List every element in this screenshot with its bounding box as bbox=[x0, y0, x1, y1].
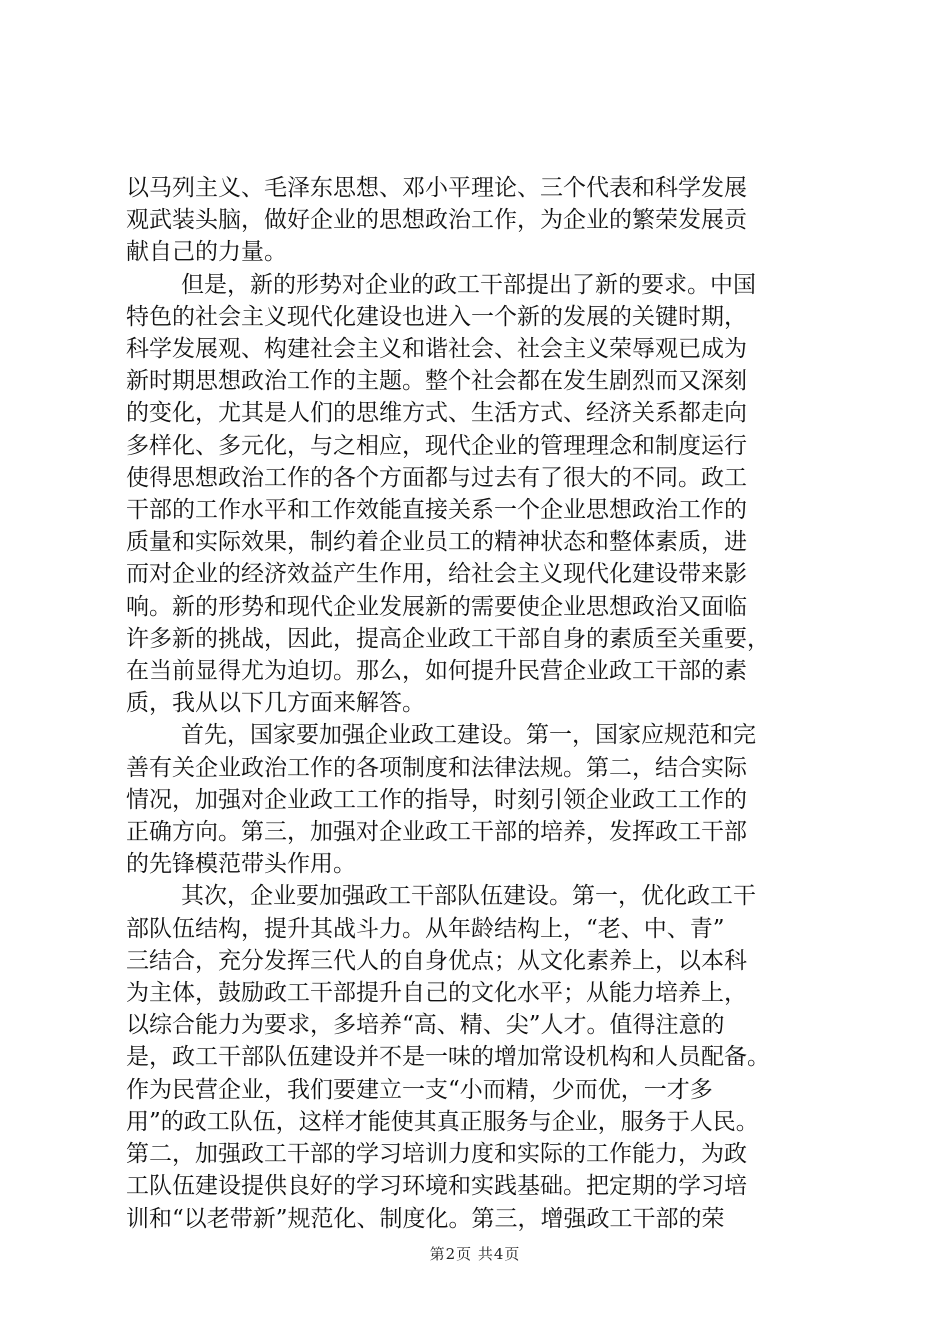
text-line: 的变化，尤其是人们的思维方式、生活方式、经济关系都走向 bbox=[126, 400, 747, 427]
text-line: 响。新的形势和现代企业发展新的需要使企业思想政治又面临 bbox=[126, 593, 747, 620]
text-line: 观武装头脑，做好企业的思想政治工作，为企业的繁荣发展贡 bbox=[126, 207, 747, 234]
text-line: 善有关企业政治工作的各项制度和法律法规。第二，结合实际 bbox=[126, 754, 747, 781]
text-line: 正确方向。第三，加强对企业政工干部的培养，发挥政工干部 bbox=[126, 819, 747, 846]
text-line: 以综合能力为要求，多培养“高、精、尖”人才。值得注意的 bbox=[126, 1012, 725, 1039]
page-number-footer: 第2页 共4页 bbox=[429, 1245, 521, 1263]
text-line: 科学发展观、构建社会主义和谐社会、社会主义荣辱观已成为 bbox=[126, 336, 747, 363]
text-line: 多样化、多元化，与之相应，现代企业的管理理念和制度运行 bbox=[126, 432, 747, 459]
text-line: 情况，加强对企业政工工作的指导，时刻引领企业政工工作的 bbox=[126, 786, 747, 813]
text-line: 献自己的力量。 bbox=[126, 239, 287, 266]
text-line: 是，政工干部队伍建设并不是一味的增加常设机构和人员配备。 bbox=[126, 1044, 770, 1071]
text-line: 使得思想政治工作的各个方面都与过去有了很大的不同。政工 bbox=[126, 464, 747, 491]
text-line: 特色的社会主义现代化建设也进入一个新的发展的关键时期， bbox=[126, 303, 747, 330]
text-line: 工队伍建设提供良好的学习环境和实践基础。把定期的学习培 bbox=[126, 1173, 747, 1200]
text-line: 许多新的挑战，因此，提高企业政工干部自身的素质至关重要， bbox=[126, 625, 770, 652]
text-line: 但是，新的形势对企业的政工干部提出了新的要求。中国 bbox=[181, 271, 756, 298]
text-line: 用”的政工队伍，这样才能使其真正服务与企业，服务于人民。 bbox=[126, 1108, 759, 1135]
text-line: 新时期思想政治工作的主题。整个社会都在发生剧烈而又深刻 bbox=[126, 368, 747, 395]
body-paragraph bbox=[126, 269, 842, 720]
text-line: 而对企业的经济效益产生作用，给社会主义现代化建设带来影 bbox=[126, 561, 747, 588]
text-line: 三结合，充分发挥三代人的自身优点；从文化素养上，以本科 bbox=[126, 947, 747, 974]
text-line: 质，我从以下几方面来解答。 bbox=[126, 690, 425, 717]
document-body bbox=[126, 172, 842, 1235]
text-line: 第二，加强政工干部的学习培训力度和实际的工作能力，为政 bbox=[126, 1141, 747, 1168]
text-line: 的先锋模范带头作用。 bbox=[126, 851, 356, 878]
text-line: 其次，企业要加强政工干部队伍建设。第一，优化政工干 bbox=[181, 883, 756, 910]
body-paragraph bbox=[126, 172, 842, 269]
text-line: 为主体，鼓励政工干部提升自己的文化水平；从能力培养上， bbox=[126, 980, 747, 1007]
body-paragraph bbox=[126, 880, 842, 1234]
text-line: 部队伍结构，提升其战斗力。从年龄结构上，“老、中、青” bbox=[126, 915, 725, 942]
text-line: 作为民营企业，我们要建立一支“小而精，少而优，一才多 bbox=[126, 1076, 713, 1103]
text-line: 以马列主义、毛泽东思想、邓小平理论、三个代表和科学发展 bbox=[126, 175, 747, 201]
body-paragraph bbox=[126, 719, 842, 880]
text-line: 在当前显得尤为迫切。那么，如何提升民营企业政工干部的素 bbox=[126, 658, 747, 685]
text-line: 训和“以老带新”规范化、制度化。第三，增强政工干部的荣 bbox=[126, 1205, 725, 1232]
text-line: 干部的工作水平和工作效能直接关系一个企业思想政治工作的 bbox=[126, 497, 747, 524]
text-line: 首先，国家要加强企业政工建设。第一，国家应规范和完 bbox=[181, 722, 756, 749]
text-line: 质量和实际效果，制约着企业员工的精神状态和整体素质，进 bbox=[126, 529, 747, 556]
